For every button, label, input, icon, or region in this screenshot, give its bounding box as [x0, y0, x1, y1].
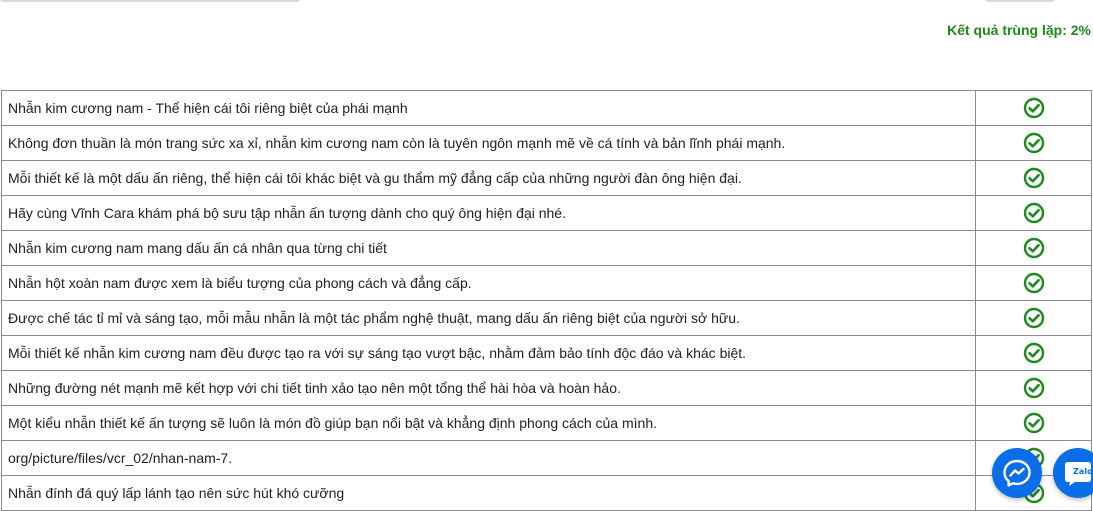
check-circle-icon [1023, 342, 1045, 364]
sentence-text: Một kiểu nhẫn thiết kế ấn tượng sẽ luôn là món đồ giúp bạn nổi bật và khẳng định phong cách của mình. [2, 406, 976, 441]
status-cell [976, 371, 1092, 406]
sentence-text: Mỗi thiết kế nhẫn kim cương nam đều được tạo ra với sự sáng tạo vượt bậc, nhằm đảm bảo tính độc đáo và khác biệt. [2, 336, 976, 371]
table-row [2, 161, 1092, 196]
duplicate-result: Kết quả trùng lặp: 2% [947, 22, 1091, 38]
zalo-chat-button[interactable] [1053, 448, 1093, 498]
check-circle-icon [1023, 377, 1045, 399]
check-circle-icon [1023, 167, 1045, 189]
sentence-text: Không đơn thuần là món trang sức xa xỉ, nhẫn kim cương nam còn là tuyên ngôn mạnh mẽ về cá tính và bản lĩnh phái mạnh. [2, 126, 976, 161]
check-circle-icon [1023, 132, 1045, 154]
sentence-text: Nhẫn đính đá quý lấp lánh tạo nên sức hút khó cưỡng [2, 476, 976, 511]
sentence-text: Hãy cùng Vĩnh Cara khám phá bộ sưu tập nhẫn ấn tượng dành cho quý ông hiện đại nhé. [2, 196, 976, 231]
check-circle-icon [1023, 307, 1045, 329]
status-cell [976, 336, 1092, 371]
table-row [2, 266, 1092, 301]
sentence-text: Nhẫn kim cương nam mang dấu ấn cá nhân qua từng chi tiết [2, 231, 976, 266]
sentence-text: Mỗi thiết kế là một dấu ấn riêng, thể hiện cái tôi khác biệt và gu thẩm mỹ đẳng cấp của những người đàn ông hiện đại. [2, 161, 976, 196]
status-cell [976, 126, 1092, 161]
check-circle-icon [1023, 202, 1045, 224]
table-row [2, 126, 1092, 161]
status-cell [976, 161, 1092, 196]
check-circle-icon [1023, 412, 1045, 434]
sentence-text: Được chế tác tỉ mỉ và sáng tạo, mỗi mẫu nhẫn là một tác phẩm nghệ thuật, mang dấu ấn riêng biệt của người sở hữu. [2, 301, 976, 336]
messenger-chat-button[interactable] [992, 448, 1042, 498]
submit-button-edge[interactable] [985, 0, 1055, 2]
table-row [2, 91, 1092, 126]
check-circle-icon [1023, 97, 1045, 119]
table-row [2, 441, 1092, 476]
table-row [2, 406, 1092, 441]
sentence-text: Nhẫn kim cương nam - Thể hiện cái tôi riêng biệt của phái mạnh [2, 91, 976, 126]
status-cell [976, 406, 1092, 441]
table-row [2, 476, 1092, 511]
table-row [2, 231, 1092, 266]
sentence-text: Nhẫn hột xoàn nam được xem là biểu tượng của phong cách và đẳng cấp. [2, 266, 976, 301]
status-cell [976, 231, 1092, 266]
check-circle-icon [1023, 272, 1045, 294]
results-table [1, 90, 1092, 511]
status-cell [976, 266, 1092, 301]
table-row [2, 371, 1092, 406]
messenger-icon [992, 448, 1042, 498]
check-circle-icon [1023, 237, 1045, 259]
table-row [2, 301, 1092, 336]
zalo-label: Zalo [1073, 467, 1093, 476]
table-row [2, 196, 1092, 231]
table-row [2, 336, 1092, 371]
status-cell [976, 196, 1092, 231]
search-input-edge[interactable] [0, 0, 300, 2]
sentence-text: Những đường nét mạnh mẽ kết hợp với chi tiết tinh xảo tạo nên một tổng thể hài hòa và hoàn hảo. [2, 371, 976, 406]
status-cell [976, 91, 1092, 126]
sentence-text: org/picture/files/vcr_02/nhan-nam-7. [2, 441, 976, 476]
status-cell [976, 301, 1092, 336]
